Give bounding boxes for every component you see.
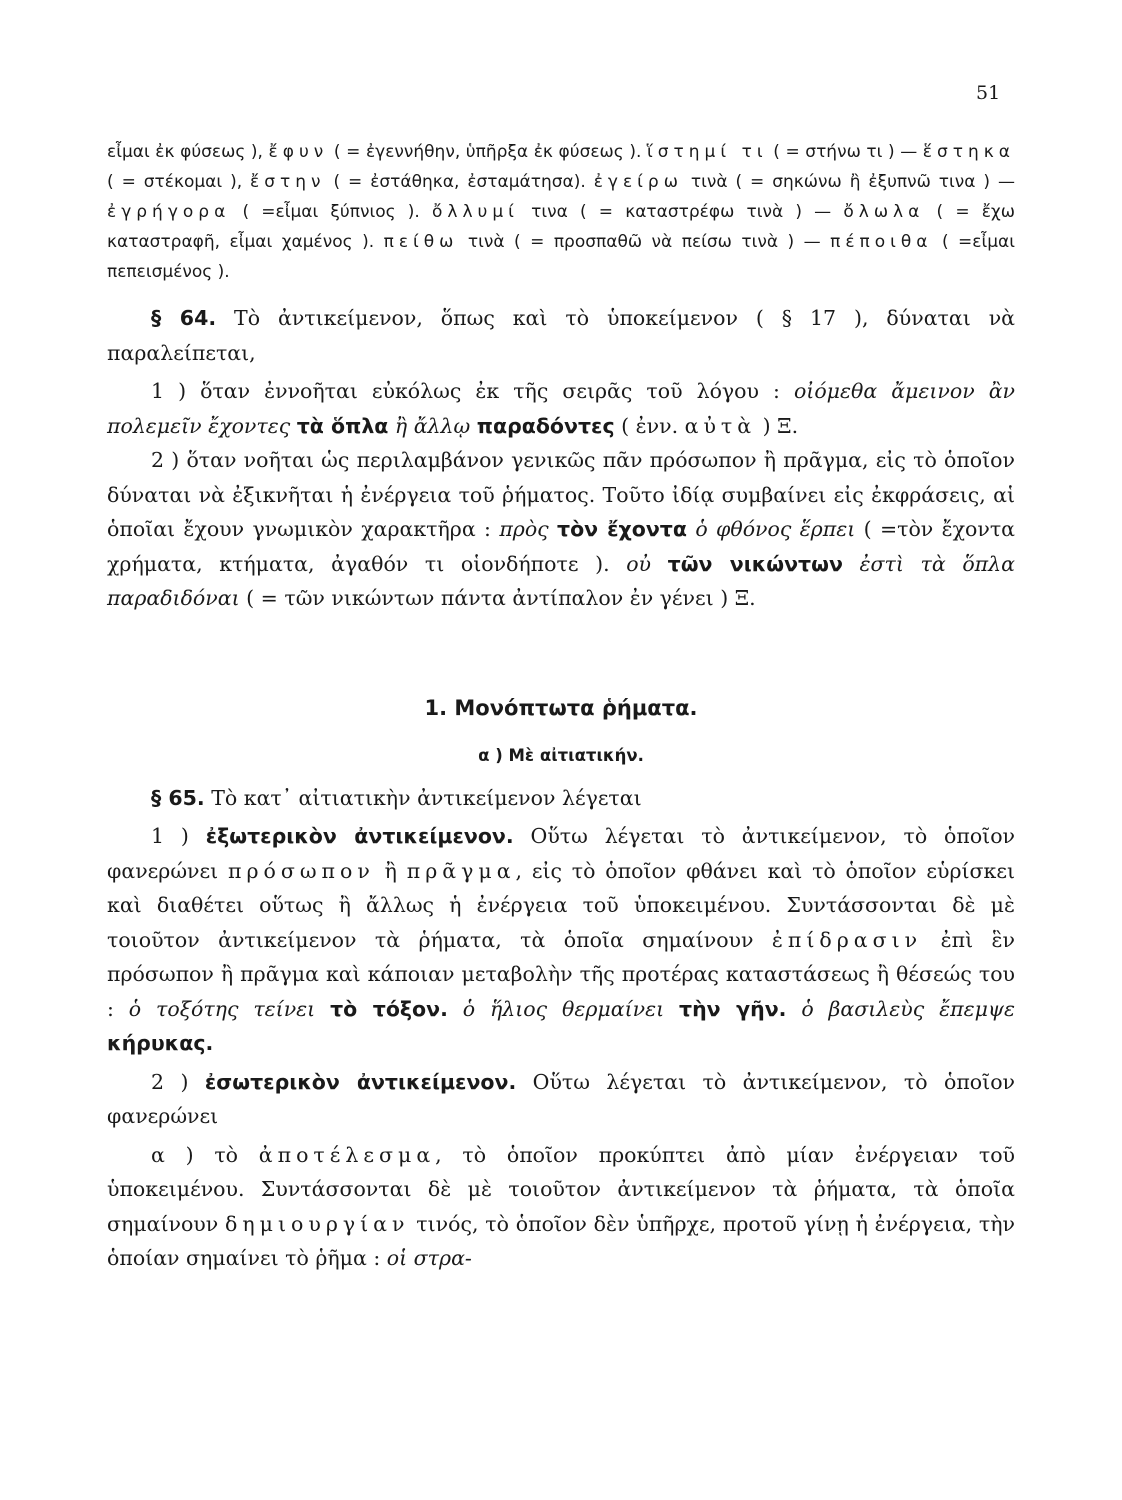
example-text: οἰόμεθα ἄμεινον ἂν πολεμεῖν ἔχοντες — [107, 379, 1016, 438]
text-run: ( =τὸν ἔχοντα χρήματα, κτήματα, ἀγαθόν τι οἱονδήποτε ). — [107, 517, 1016, 576]
page-body — [107, 137, 1015, 1276]
text-run: ἢ — [374, 858, 407, 883]
text-run: 2 ) — [151, 1069, 205, 1094]
example-text: ἢ ἄλλῳ — [388, 413, 477, 438]
bold-object: τῶν νικώντων — [667, 551, 843, 576]
text-run: ( ἐνν. — [614, 413, 685, 438]
text-run: Οὕτω λέγεται τὸ ἀντικείμενον, τὸ ὁποῖον φανερώνει — [107, 1069, 1015, 1128]
text-run: εἶμαι ἐκ φύσεως ), — [107, 142, 269, 162]
intro-paragraph — [107, 137, 1015, 287]
text-run: ( =εἶμαι πεπεισμένος ). — [107, 232, 1016, 282]
bold-object: τὸν ἔχοντα — [557, 517, 687, 541]
section-65-point-1 — [107, 819, 1015, 1061]
example-text: ὁ βασιλεὺς ἔπεμψε — [786, 996, 1015, 1021]
text-run: Οὕτω λέγεται τὸ ἀντικείμενον, τὸ ὁποῖον φανερώνει — [107, 824, 1016, 883]
example-text: ὁ τοξότης τείνει — [128, 996, 331, 1021]
spaced-word: ἐγείρω — [593, 172, 683, 192]
example-text: πρὸς — [499, 517, 558, 541]
text-run: ( = στήνω τι ) — — [767, 142, 923, 162]
spaced-word: ὄλωλα — [843, 202, 925, 222]
section-65-point-2a — [107, 1138, 1015, 1276]
text-run: τινὰ ( = προσπαθῶ νὰ πείσω τινὰ ) — — [458, 232, 831, 252]
example-text: ὁ φθόνος ἕρπει — [686, 517, 856, 541]
text-run: 1 ) — [151, 824, 206, 848]
text-run: τινα ( = καταστρέφω τινὰ ) — — [518, 202, 844, 222]
text-run: τινός, τὸ ὁποῖον δὲν ὑπῆρχε, προτοῦ γίνῃ ἡ ἐνέργεια, τὴν ὁποίαν σημαίνει τὸ ῥῆμα : — [107, 1211, 1015, 1270]
spaced-word: πρόσωπον — [227, 858, 375, 883]
bold-object: κήρυκας. — [107, 1031, 214, 1055]
spaced-word: ἀποτέλεσμα — [258, 1142, 436, 1167]
term-heading: ἐσωτερικὸν ἀντικείμενον. — [204, 1069, 517, 1094]
text-run: , τὸ ὁποῖον προκύπτει ἀπὸ μίαν ἐνέργειαν τοῦ ὑποκειμένου. Συντάσσονται δὲ μὲ τοιοῦτον ἀντικείμενον τὰ ῥήματα, τὰ ὁποῖα σημαίνουν — [107, 1142, 1016, 1236]
spaced-word: ὄλλυμί — [431, 202, 519, 222]
text-run: ) Ξ. — [756, 413, 799, 438]
section-64-point-2 — [107, 443, 1015, 616]
example-text: οὐ — [626, 551, 668, 576]
chapter-heading: 1. Μονόπτωτα ῥήματα. — [424, 695, 698, 720]
spaced-word: ἔστην — [250, 172, 326, 192]
text-run: τινὰ ( = σηκώνω ἢ ἐξυπνῶ τινα ) — — [682, 172, 1015, 192]
text-run: Τὸ ἀντικείμενον, ὅπως καὶ τὸ ὑποκείμενον ( § 17 ), δύναται νὰ παραλείπεται, — [107, 306, 1015, 365]
spaced-word: πέποιθα — [830, 232, 933, 252]
spaced-word: αὐτὰ — [684, 413, 757, 438]
section-64 — [107, 301, 1015, 616]
text-run: ( = ἐγεννήθην, ὑπῆρξα ἐκ φύσεως ). — [328, 142, 647, 162]
text-run: Τὸ κατ᾽ αἰτιατικὴν ἀντικείμενον λέγεται — [204, 785, 642, 810]
section-64-point-1 — [107, 374, 1015, 443]
spaced-word: ἕστηκα — [922, 142, 1015, 162]
section-65-point-2 — [107, 1065, 1015, 1134]
page-number: 51 — [976, 82, 1001, 104]
section-number: § 64. — [151, 306, 217, 330]
text-run: ( =εἶμαι ξύπνιος ). — [230, 202, 432, 222]
text-run: ( = ἐστάθηκα, ἐσταμάτησα). — [325, 172, 594, 192]
text-run: 1 ) ὅταν ἐννοῆται εὐκόλως ἐκ τῆς σειρᾶς τοῦ λόγου : — [151, 379, 794, 403]
text-run: ( = τῶν νικώντων πάντα ἀντίπαλον ἐν γένει ) Ξ. — [239, 586, 756, 610]
example-text: ἐστὶ τὰ ὅπλα παραδιδόναι — [107, 551, 1015, 610]
section-65-intro — [107, 781, 1015, 816]
section-64-intro — [107, 301, 1015, 370]
example-text: ὁ ἥλιος θερμαίνει — [447, 996, 679, 1021]
bold-object: τὰ ὅπλα — [296, 413, 389, 438]
spaced-word: ἔφυν — [268, 142, 329, 162]
text-run: , εἰς τὸ ὁποῖον φθάνει καὶ τὸ ὁποῖον εὑρίσκει καὶ διαθέτει οὕτως ἢ ἄλλως ἡ ἐνέργεια τοῦ ὑποκειμένου. Συντάσσονται δὲ μὲ τοιοῦτον ἀντικείμενον τὰ ῥήματα, τὰ ὁποῖα σημαίνουν — [107, 858, 1015, 952]
bold-object: τὸ τόξον. — [330, 996, 448, 1021]
bold-object: τὴν γῆν. — [679, 996, 787, 1021]
section-65 — [107, 781, 1015, 1276]
spaced-word: δημιουργίαν — [225, 1211, 410, 1236]
text-run: α ) τὸ — [151, 1142, 259, 1167]
text-run: ( = ἔχω καταστραφῆ, εἶμαι χαμένος ). — [107, 202, 1015, 252]
spaced-word: ἵστημί τι — [646, 142, 768, 162]
text-run: 2 ) ὅταν νοῆται ὡς περιλαμβάνον γενικῶς πᾶν πρόσωπον ἢ πρᾶγμα, εἰς τὸ ὁποῖον δύναται νὰ ἐξικνῆται ἡ ἐνέργεια τοῦ ῥήματος. Τοῦτο ἰδίᾳ συμβαίνει εἰς ἐκφράσεις, αἱ ὁποῖαι ἔχουν γνωμικὸν χαρακτῆρα : — [107, 448, 1015, 541]
spaced-word: ἐπίδρασιν — [771, 927, 923, 952]
spaced-word: πείθω — [383, 232, 459, 252]
term-heading: ἐξωτερικὸν ἀντικείμενον. — [205, 824, 514, 848]
section-number: § 65. — [151, 785, 205, 810]
bold-object: παραδόντες — [476, 413, 615, 438]
text-run: ( = στέκομαι ), — [107, 172, 251, 192]
example-text: οἱ στρα- — [386, 1246, 472, 1270]
text-run: ἐπὶ ἓν πρόσωπον ἢ πρᾶγμα καὶ κάποιαν μεταβολὴν τῆς προτέρας καταστάσεως ἢ θέσεώς του : — [107, 927, 1016, 1021]
subsection-heading: α ) Μὲ αἰτιατικήν. — [478, 745, 644, 765]
spaced-word: πρᾶγμα — [406, 858, 516, 883]
spaced-word: ἐγρήγορα — [107, 202, 231, 222]
